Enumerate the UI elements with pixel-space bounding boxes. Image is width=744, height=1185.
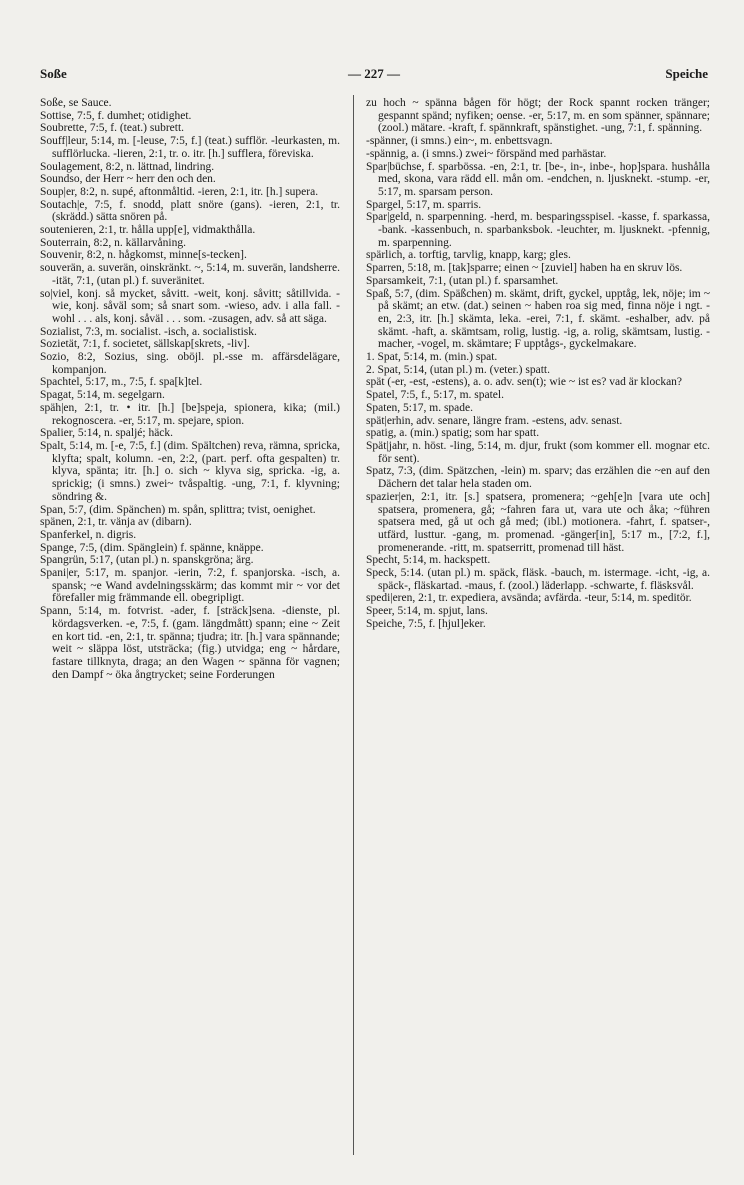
dictionary-entry: Span, 5:7, (dim. Spänchen) m. spån, splittra; tvist, oenighet. xyxy=(40,503,316,516)
dictionary-entry: -spänner, (i smns.) ein~, m. enbettsvagn. xyxy=(366,135,553,148)
dictionary-entry: Spatel, 7:5, f., 5:17, m. spatel. xyxy=(366,389,504,402)
dictionary-entry: Speer, 5:14, m. spjut, lans. xyxy=(366,605,488,618)
dictionary-entry: -spännig, a. (i smns.) zwei~ förspänd med parhästar. xyxy=(366,147,607,160)
dictionary-entry: Sozio, 8:2, Sozius, sing. oböjl. pl.-sse m. affärsdelägare, kompanjon. xyxy=(40,351,340,376)
dictionary-entry: Spangrün, 5:17, (utan pl.) n. spanskgröna; ärg. xyxy=(40,554,254,567)
dictionary-entry: Spalt, 5:14, m. [-e, 7:5, f.] (dim. Spältchen) reva, rämna, spricka, klyfta; spalt, kolumn. -en, 2:2, (part. perf. ofta gespalten) tr. klyva, spänta; itr. [h.] o. sich ~ klyva sig, spricka. -ig, a. sprickig; (i smns.) zwei~ tvåspaltig. -ung, 7:1, f. klyvning; söndring &. xyxy=(40,439,340,503)
dictionary-entry: Souterrain, 8:2, n. källarvåning. xyxy=(40,236,186,249)
dictionary-entry: Souvenir, 8:2, n. hågkomst, minne[s-tecken]. xyxy=(40,249,247,262)
dictionary-entry: 2. Spat, 5:14, (utan pl.) m. (veter.) spatt. xyxy=(366,363,550,376)
dictionary-entry: spazier|en, 2:1, itr. [s.] spatsera, promenera; ~geh[e]n [vara ute och] spatsera, promenera, gå; ~fahren fara ut, vara ute och åka; ~führen spatsera med, gå ut och gå med; (ibl.) motionera. -fahrt, f. spatser-, utfärd, lusttur. -gang, m. promenad. -gänger[in], 5:17 m., [7:2, f.], promenerande. -ritt, m. spatserritt, promenad till häst. xyxy=(366,490,710,554)
dictionary-entry: zu hoch ~ spänna bågen för högt; der Rock spannt rocken tränger; gespannt spänd; nyfiken; oense. -er, 5:17, m. en som spänner, spännare; (zool.) mätare. -kraft, f. spännkraft, spänstighet. -ung, 7:1, f. spänning. xyxy=(366,97,710,135)
column-divider xyxy=(353,95,354,1155)
dictionary-entry: Soundso, der Herr ~ herr den och den. xyxy=(40,173,216,186)
dictionary-entry: Spalier, 5:14, n. spaljé; häck. xyxy=(40,427,174,440)
dictionary-entry: Soulagement, 8:2, n. lättnad, lindring. xyxy=(40,160,215,173)
header-left-word: Soße xyxy=(40,66,67,81)
page-number: — 227 — xyxy=(348,66,400,81)
dictionary-entry: Spät|jahr, n. höst. -ling, 5:14, m. djur, frukt (som kommer ell. mognar etc. för sent). xyxy=(366,439,710,465)
dictionary-entry: spänen, 2:1, tr. vänja av (dibarn). xyxy=(40,516,192,529)
dictionary-entry: Spachtel, 5:17, m., 7:5, f. spa[k]tel. xyxy=(40,376,203,389)
dictionary-entry: Spange, 7:5, (dim. Spänglein) f. spänne, knäppe. xyxy=(40,541,264,554)
dictionary-entry: Spaß, 5:7, (dim. Späßchen) m. skämt, drift, gyckel, upptåg, lek, nöje; im ~ på skämt; an etw. (dat.) seinen ~ haben roa sig med, finna nöje i ngt. -en, 2:3, itr. [h.] skämta, leka. -erei, 7:1, f. skämt. -eshalber, adv. på skämt. -haft, a. skämtsam, rolig, lustig. -ig, a. rolig, skämtsam, lustig. -macher, -vogel, m. skämtare; F upptågs-, gyckelmakare. xyxy=(366,287,710,351)
dictionary-entry: spatig, a. (min.) spatig; som har spatt. xyxy=(366,427,540,440)
dictionary-entry: späh|en, 2:1, tr. • itr. [h.] [be]speja, spionera, kika; (mil.) rekognoscera. -er, 5:17, m. spejare, spion. xyxy=(40,401,340,427)
dictionary-entry: spedi|eren, 2:1, tr. expediera, avsända; avfärda. -teur, 5:14, m. speditör. xyxy=(366,592,692,605)
dictionary-entry: soutenieren, 2:1, tr. hålla upp[e], vidmakthålla. xyxy=(40,224,256,237)
dictionary-entry: so|viel, konj. så mycket, såvitt. -weit, konj. såvitt; såtillvida. -wie, konj. såväl som; så snart som. -wieso, adv. i alla fall. -wohl . . . als, konj. såväl . . . som. -zusagen, adv. så att säga. xyxy=(40,287,340,325)
dictionary-entry: Spani|er, 5:17, m. spanjor. -ierin, 7:2, f. spanjorska. -isch, a. spansk; ~e Wand avdelningsskärm; das kommt mir ~ vor det förefaller mig främmande ell. obegripligt. xyxy=(40,567,340,605)
header-right-word: Speiche xyxy=(665,66,708,81)
dictionary-entry: Spar|geld, n. sparpenning. -herd, m. besparingsspisel. -kasse, f. sparkassa, -bank. -kassenbuch, n. sparbanksbok. -leuchter, m. ljusknekt. -pfennig, m. sparpenning. xyxy=(366,211,710,249)
dictionary-entry: spät|erhin, adv. senare, längre fram. -estens, adv. senast. xyxy=(366,414,623,427)
dictionary-entry: Sottise, 7:5, f. dumhet; otidighet. xyxy=(40,109,192,122)
dictionary-entry: Spagat, 5:14, m. segelgarn. xyxy=(40,389,165,402)
dictionary-entry: Spaten, 5:17, m. spade. xyxy=(366,401,473,414)
dictionary-entry: Spatz, 7:3, (dim. Spätzchen, -lein) m. sparv; das erzählen die ~en auf den Dächern det talar hela staden om. xyxy=(366,465,710,491)
dictionary-entry: spät (-er, -est, -estens), a. o. adv. sen(t); wie ~ ist es? vad är klockan? xyxy=(366,376,683,389)
dictionary-entry: Spann, 5:14, m. fotvrist. -ader, f. [sträck]sena. -dienste, pl. kördagsverken. -e, 7:5, f. (gam. längdmått) spann; eine ~ Zeit en kort tid. -en, 2:1, tr. spänna; tjudra; itr. [h.] vara spännande; weit ~ släppa löst, utsträcka; (fig.) utvidga; eng ~ hårdare, fastare tillknyta, draga; an den Wagen ~ spänna för vagnen; den Dampf ~ öka ångtrycket; seine Forderungen xyxy=(40,605,340,681)
dictionary-entry: Spar|büchse, f. sparbössa. -en, 2:1, tr. [be-, in-, inbe-, hop]spara. hushålla med, skona, vara rädd ell. mån om. -endchen, n. ljusknekt. -stump. -er, 5:17, m. sparsam person. xyxy=(366,160,710,198)
dictionary-entry: Sparsamkeit, 7:1, (utan pl.) f. sparsamhet. xyxy=(366,274,559,287)
dictionary-entry: Spargel, 5:17, m. sparris. xyxy=(366,198,482,211)
dictionary-entry: Soße, se Sauce. xyxy=(40,97,112,109)
page-header xyxy=(40,66,708,86)
dictionary-entry: Sozietät, 7:1, f. societet, sällskap[skrets, -liv]. xyxy=(40,338,250,351)
dictionary-entry: Sozialist, 7:3, m. socialist. -isch, a. socialistisk. xyxy=(40,325,257,338)
dictionary-entry: Speiche, 7:5, f. [hjul]eker. xyxy=(366,617,486,630)
left-column xyxy=(40,97,340,1153)
dictionary-entry: Sparren, 5:18, m. [tak]sparre; einen ~ [zuviel] haben ha en skruv lös. xyxy=(366,262,683,275)
dictionary-entry: Specht, 5:14, m. hackspett. xyxy=(366,554,491,567)
dictionary-entry: Soup|er, 8:2, n. supé, aftonmåltid. -ieren, 2:1, itr. [h.] supera. xyxy=(40,185,319,198)
dictionary-entry: Speck, 5:14. (utan pl.) m. späck, fläsk. -bauch, m. istermage. -icht, -ig, a. späck-, fläskartad. -maus, f. (zool.) läderlapp. -schwarte, f. fläsksvål. xyxy=(366,567,710,592)
dictionary-entry: 1. Spat, 5:14, m. (min.) spat. xyxy=(366,351,498,364)
dictionary-entry: Spanferkel, n. digris. xyxy=(40,528,137,541)
dictionary-entry: Soutach|e, 7:5, f. snodd, platt snöre (gans). -ieren, 2:1, tr. (skrädd.) sätta snören på. xyxy=(40,198,340,224)
dictionary-entry: spärlich, a. torftig, tarvlig, knapp, karg; gles. xyxy=(366,249,571,262)
dictionary-entry: Souff|leur, 5:14, m. [-leuse, 7:5, f.] (teat.) sufflör. -leurkasten, m. sufflörlucka. -lieren, 2:1, tr. o. itr. [h.] sufflera, föreviska. xyxy=(40,135,340,160)
dictionary-entry: souverän, a. suverän, oinskränkt. ~, 5:14, m. suverän, landsherre. -ität, 7:1, (utan pl.) f. suveränitet. xyxy=(40,262,340,287)
dictionary-entry: Soubrette, 7:5, f. (teat.) subrett. xyxy=(40,122,185,135)
right-column xyxy=(366,97,710,1153)
